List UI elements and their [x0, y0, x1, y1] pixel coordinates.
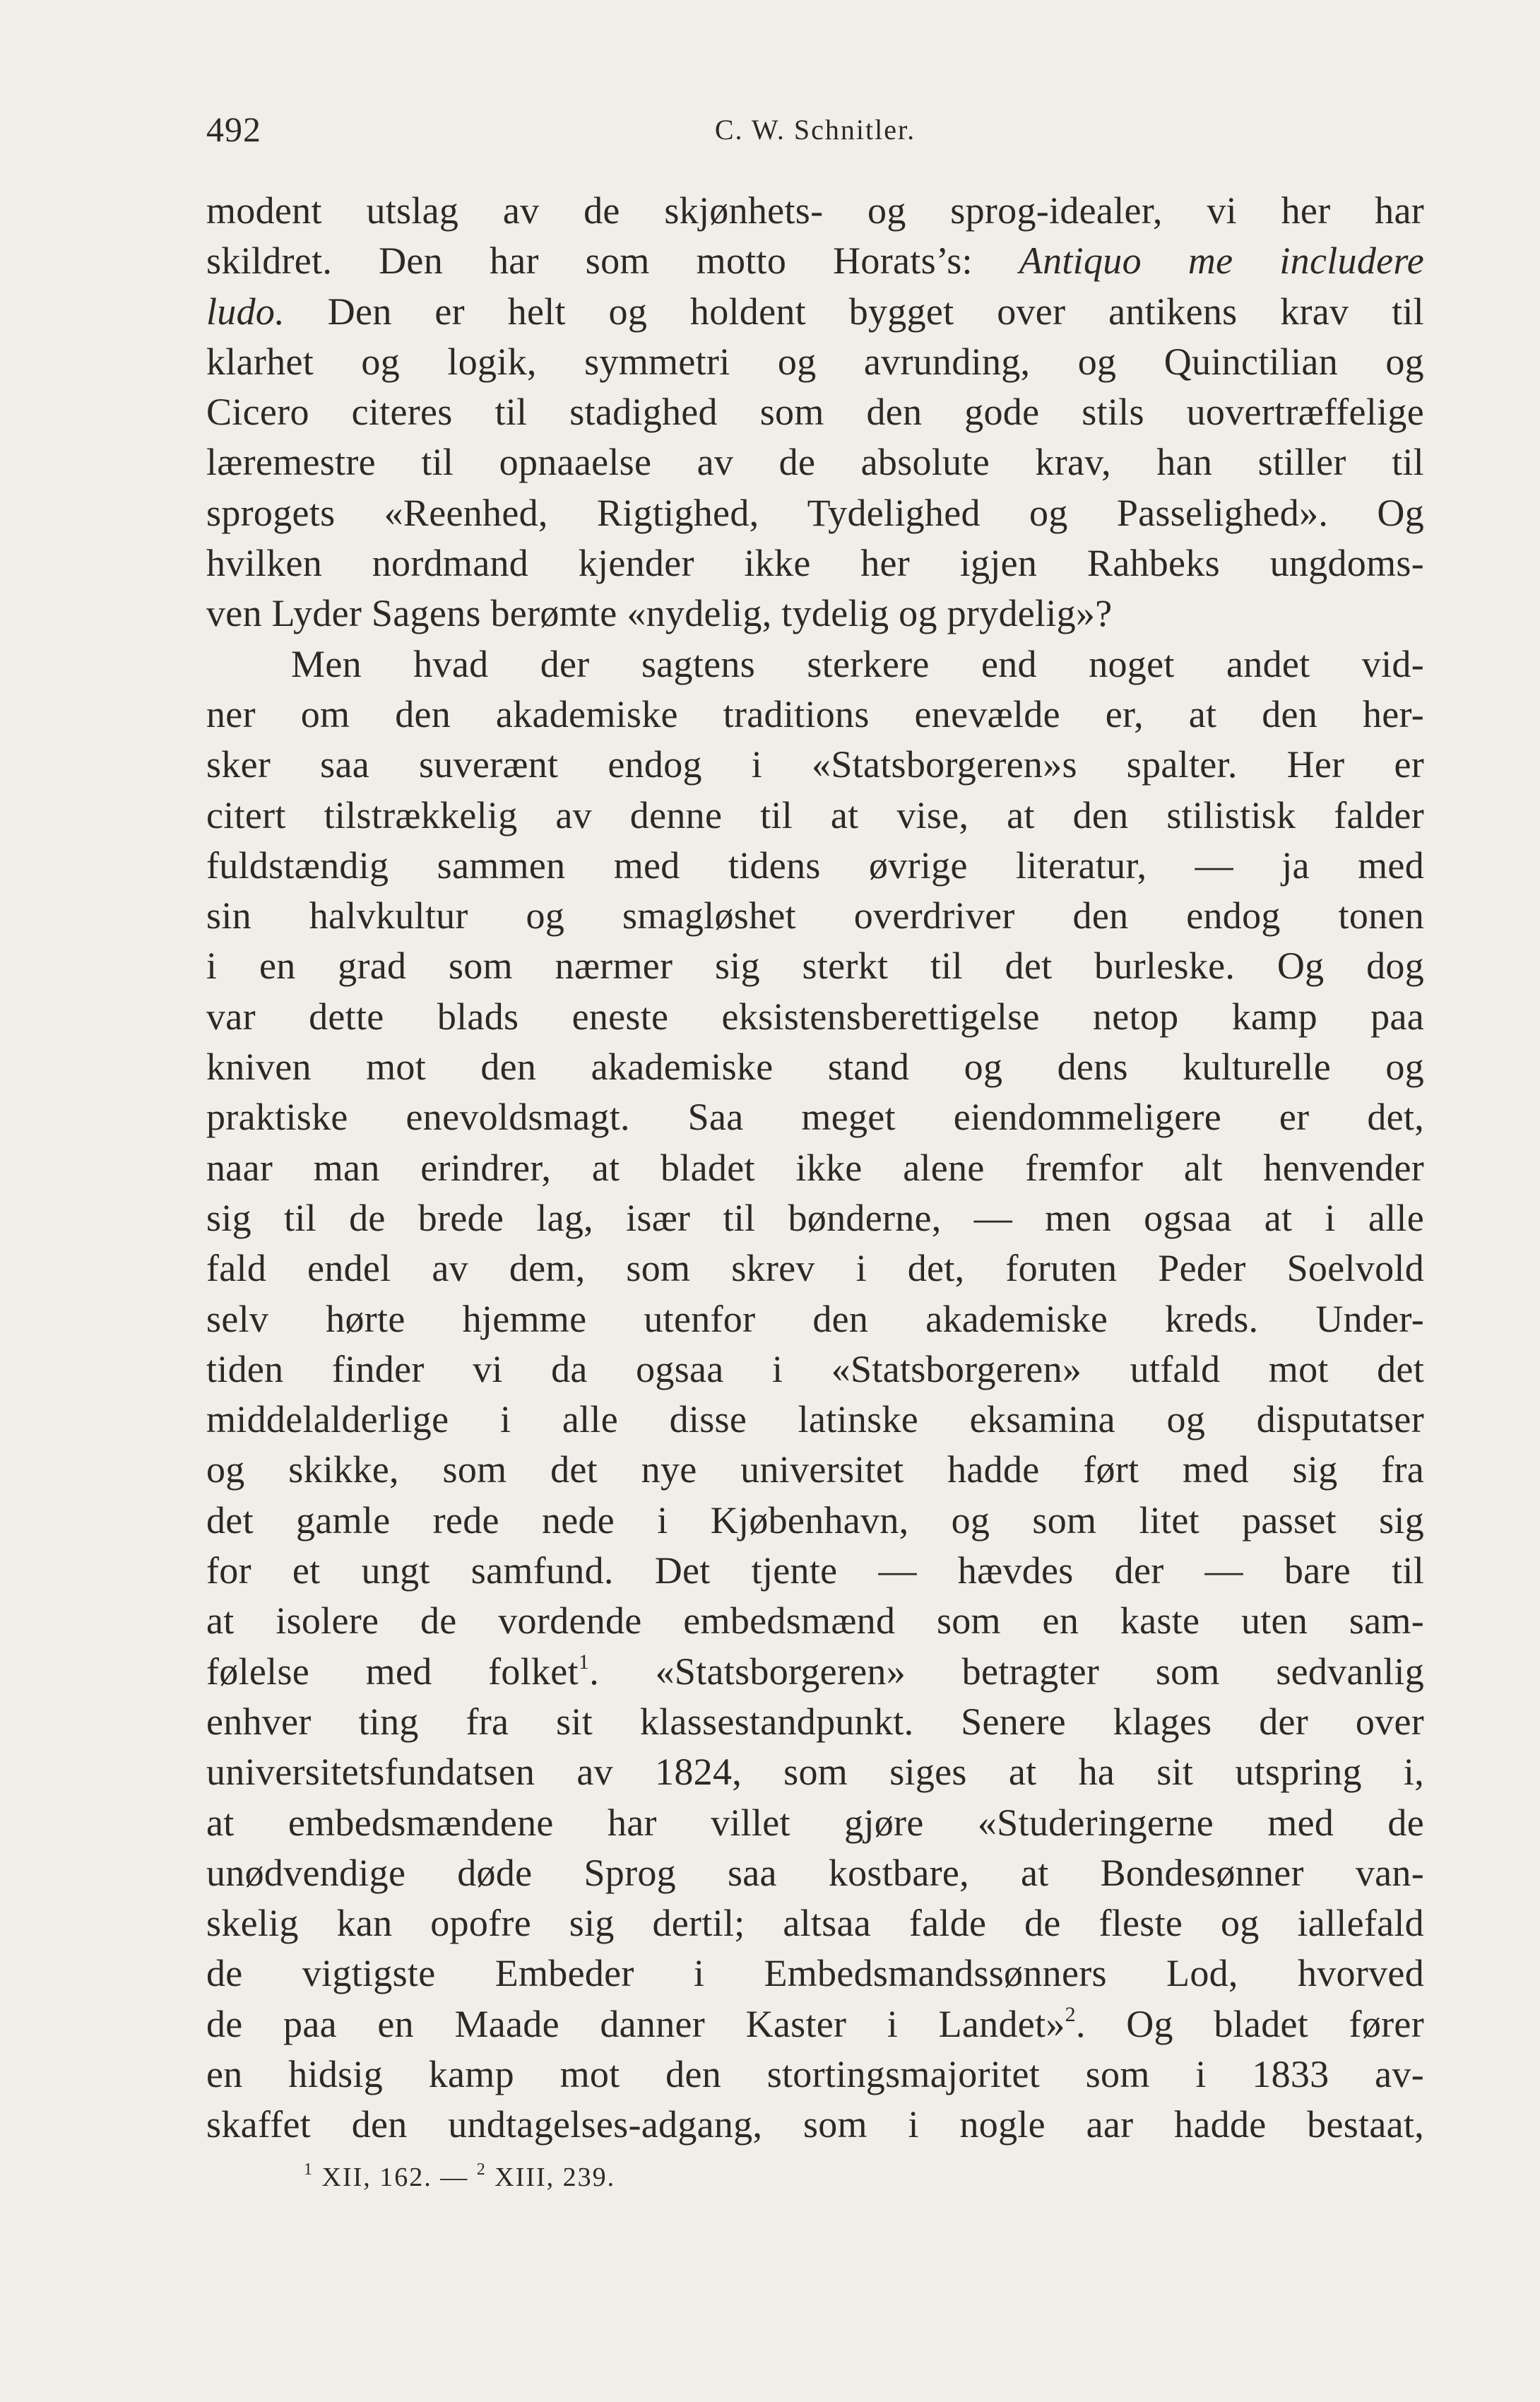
line-text: ven Lyder Sagens berømte «nydelig, tydelig og prydelig»?: [206, 592, 1113, 635]
line-text: Men hvad der sagtens sterkere end noget andet vid-: [291, 642, 1424, 685]
line-text: for et ungt samfund. Det tjente — hævdes der — bare til: [206, 1549, 1424, 1592]
line-text: Cicero citeres til stadighed som den gode stils uovertræffelige: [206, 391, 1424, 434]
text-line: [206, 2049, 1424, 2100]
line-text: universitetsfundatsen av 1824, som siges at ha sit utspring i,: [206, 1751, 1424, 1794]
text-line: [206, 538, 1424, 588]
text-line: [206, 287, 1424, 337]
text-line: [206, 488, 1424, 538]
line-text: modent utslag av de skjønhets- og sprog-idealer, vi her har: [206, 189, 1424, 232]
line-text-continued: . Og bladet fører: [1075, 2002, 1424, 2045]
text-line: [206, 1647, 1424, 1697]
text-line: [206, 588, 1424, 639]
text-line: [206, 1546, 1424, 1596]
text-line: [206, 437, 1424, 487]
line-text: sin halvkultur og smagløshet overdriver den endog tonen: [206, 894, 1424, 937]
italic-text: Antiquo me includere: [1019, 239, 1424, 283]
text-line: [206, 841, 1424, 891]
text-line: [206, 1092, 1424, 1142]
line-text: enhver ting fra sit klassestandpunkt. Senere klages der over: [206, 1700, 1424, 1743]
line-text: middelalderlige i alle disse latinske eksamina og disputatser: [206, 1398, 1424, 1441]
text-line: [206, 1999, 1424, 2049]
footnote-2-text: XIII, 239.: [494, 2163, 616, 2192]
text-line: [206, 186, 1424, 236]
text-line: [206, 941, 1424, 991]
line-text: sker saa suverænt endog i «Statsborgeren»s spalter. Her er: [206, 743, 1424, 786]
footnote-1-text: XII, 162.: [321, 2163, 432, 2192]
line-text: en hidsig kamp mot den stortingsmajoritet som i 1833 av-: [206, 2052, 1424, 2095]
line-text: kniven mot den akademiske stand og dens kulturelle og: [206, 1046, 1424, 1089]
text-line: [206, 1798, 1424, 1848]
line-text: Den er helt og holdent bygget over antikens krav til: [285, 290, 1424, 333]
text-line: [206, 1243, 1424, 1294]
text-line: [206, 690, 1424, 740]
line-text-continued: . «Statsborgeren» betragter som sedvanlig: [589, 1650, 1424, 1693]
line-text: praktiske enevoldsmagt. Saa meget eiendommeligere er det,: [206, 1096, 1424, 1139]
footnote-reference: 1: [578, 1650, 590, 1674]
text-line: [206, 337, 1424, 387]
running-title: C. W. Schnitler.: [714, 114, 916, 146]
text-line: [206, 1193, 1424, 1243]
text-line: [206, 1848, 1424, 1898]
line-text: sprogets «Reenhed, Rigtighed, Tydelighed og Passelighed». Og: [206, 491, 1424, 534]
running-head: [206, 105, 1424, 161]
line-text: ner om den akademiske traditions enevælde er, at den her-: [206, 692, 1424, 735]
line-text: de paa en Maade danner Kaster i Landet»: [206, 2002, 1065, 2045]
line-text: fuldstændig sammen med tidens øvrige literatur, — ja med: [206, 844, 1424, 887]
line-text: læremestre til opnaaelse av de absolute krav, han stiller til: [206, 441, 1424, 484]
line-text: var dette blads eneste eksistensberettigelse netop kamp paa: [206, 995, 1424, 1038]
text-line: [206, 1747, 1424, 1797]
text-line: [206, 236, 1424, 286]
line-text: selv hørte hjemme utenfor den akademiske kreds. Under-: [206, 1297, 1424, 1340]
line-text: at embedsmændene har villet gjøre «Studeringerne med de: [206, 1801, 1424, 1844]
text-line: [206, 740, 1424, 790]
line-text: unødvendige døde Sprog saa kostbare, at Bondesønner van-: [206, 1851, 1424, 1894]
line-text: og skikke, som det nye universitet hadde ført med sig fra: [206, 1448, 1424, 1491]
line-text: skaffet den undtagelses-adgang, som i nogle aar hadde bestaat,: [206, 2103, 1424, 2146]
text-line: [206, 1898, 1424, 1948]
line-text: i en grad som nærmer sig sterkt til det burleske. Og dog: [206, 945, 1424, 988]
footnote-1-mark: 1: [304, 2160, 314, 2179]
footnote-1: [304, 2160, 432, 2192]
line-text: fald endel av dem, som skrev i det, foruten Peder Soelvold: [206, 1247, 1424, 1290]
italic-text: ludo.: [206, 290, 285, 333]
text-line: [206, 1143, 1424, 1193]
text-line: [206, 1496, 1424, 1546]
line-text: at isolere de vordende embedsmænd som en kaste uten sam-: [206, 1599, 1424, 1643]
text-line: [206, 891, 1424, 941]
body-text: [206, 186, 1424, 2150]
line-text: hvilken nordmand kjender ikke her igjen Rahbeks ungdoms-: [206, 542, 1424, 585]
text-line: [206, 1596, 1424, 1646]
text-line: [206, 1395, 1424, 1445]
text-line: [206, 2100, 1424, 2150]
text-line: [206, 639, 1424, 690]
line-text: følelse med folket: [206, 1650, 579, 1693]
page-number: 492: [206, 110, 261, 149]
line-text: sig til de brede lag, især til bønderne, — men ogsaa at i alle: [206, 1196, 1424, 1239]
text-line: [206, 1445, 1424, 1495]
line-text: klarhet og logik, symmetri og avrunding, og Quinctilian og: [206, 340, 1424, 383]
line-text: skildret. Den har som motto Horats’s:: [206, 239, 1019, 283]
footnote-2: [476, 2160, 616, 2192]
line-text: naar man erindrer, at bladet ikke alene fremfor alt henvender: [206, 1146, 1424, 1189]
text-line: [206, 1042, 1424, 1092]
footnotes: [304, 2156, 615, 2199]
footnote-2-mark: 2: [476, 2160, 487, 2179]
text-line: [206, 1697, 1424, 1747]
footnote-reference: 2: [1065, 2002, 1076, 2026]
text-line: [206, 1344, 1424, 1395]
line-text: de vigtigste Embeder i Embedsmandssønners Lod, hvorved: [206, 1952, 1424, 1995]
text-line: [206, 1294, 1424, 1344]
line-text: det gamle rede nede i Kjøbenhavn, og som litet passet sig: [206, 1498, 1424, 1542]
text-line: [206, 387, 1424, 437]
line-text: tiden finder vi da ogsaa i «Statsborgeren» utfald mot det: [206, 1347, 1424, 1390]
text-line: [206, 791, 1424, 841]
footnote-separator: —: [440, 2163, 469, 2192]
text-line: [206, 1948, 1424, 1999]
line-text: skelig kan opofre sig dertil; altsaa falde de fleste og iallefald: [206, 1902, 1424, 1945]
text-line: [206, 992, 1424, 1042]
line-text: citert tilstrækkelig av denne til at vise, at den stilistisk falder: [206, 793, 1424, 836]
